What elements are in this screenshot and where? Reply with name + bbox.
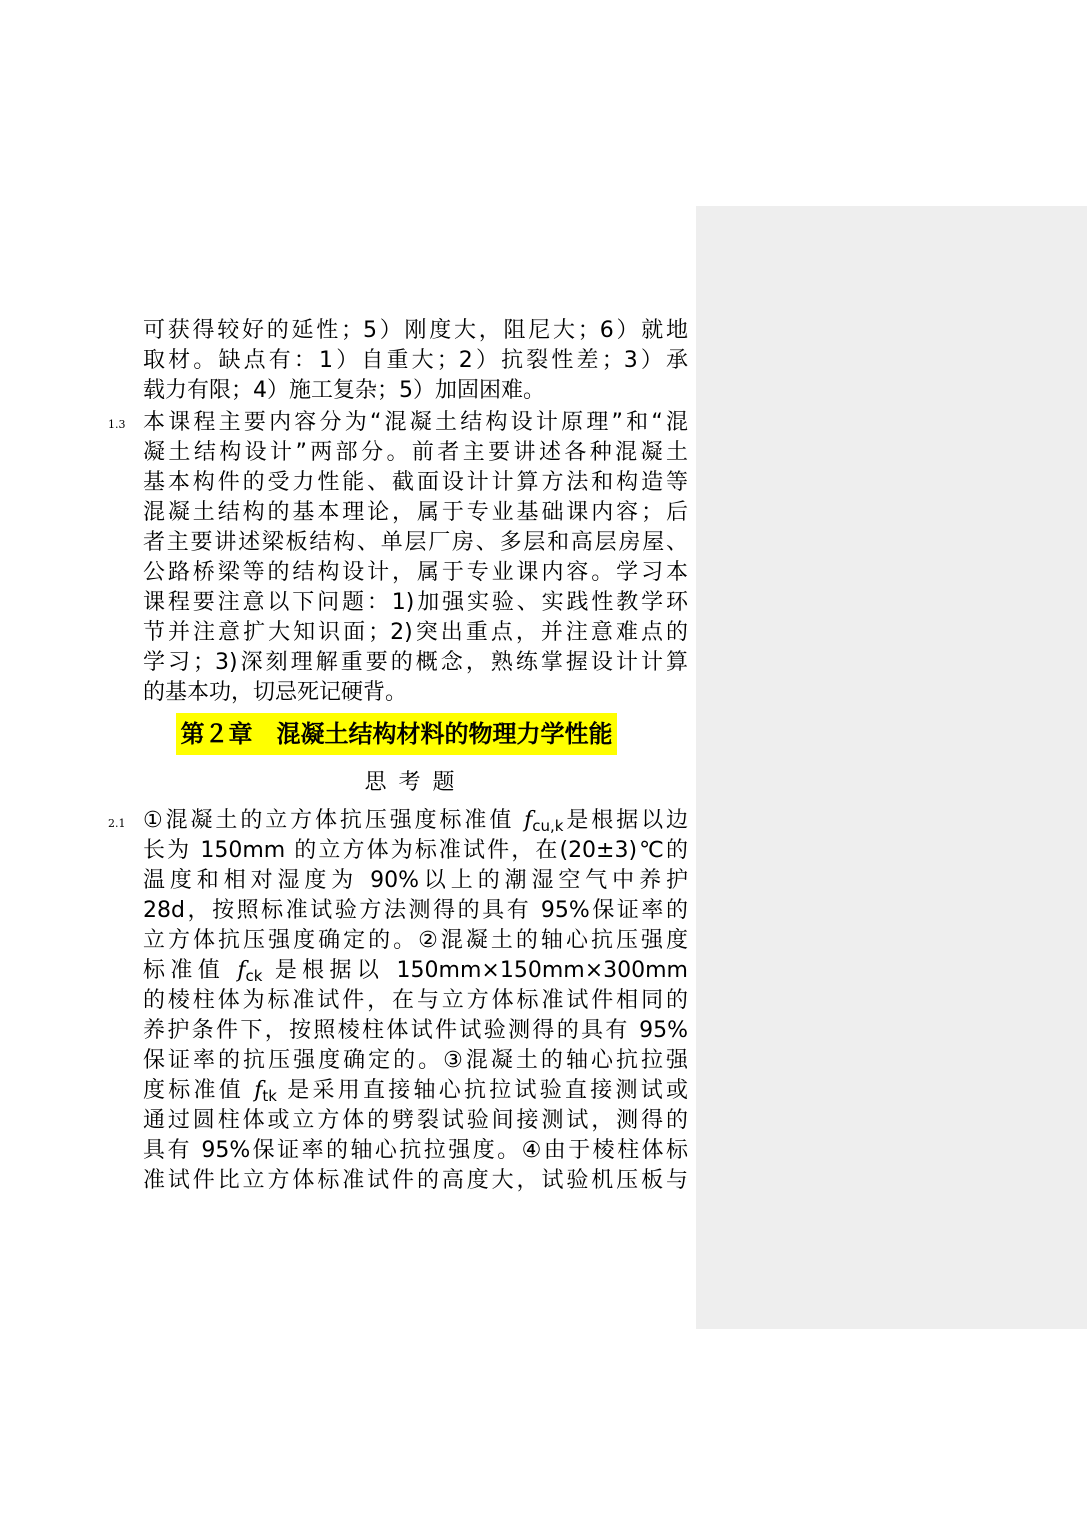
text-line: 取材。缺点有：1）自重大；2）抗裂性差；3）承 bbox=[143, 348, 688, 373]
text-segment: 是根据以 150mm×150mm×300mm bbox=[262, 958, 688, 983]
symbol-main: f bbox=[254, 1078, 263, 1103]
text-line: 混凝土结构的基本理论，属于专业基础课内容；后 bbox=[143, 500, 688, 525]
symbol-fck bbox=[237, 958, 262, 983]
text-segment: 度标准值 bbox=[143, 1078, 255, 1103]
symbol-fcuk bbox=[524, 808, 563, 833]
text-line: 节并注意扩大知识面；2)突出重点，并注意难点的 bbox=[143, 620, 688, 645]
text-line: 本课程主要内容分为“混凝土结构设计原理”和“混 bbox=[143, 410, 688, 435]
symbol-subscript: ck bbox=[245, 967, 263, 985]
symbol-main: f bbox=[237, 958, 246, 983]
text-line: 凝土结构设计”两部分。前者主要讲述各种混凝土 bbox=[143, 440, 688, 465]
text-line: 长为 150mm 的立方体为标准试件，在(20±3)℃的 bbox=[143, 838, 688, 863]
text-line: 课程要注意以下问题：1)加强实验、实践性教学环 bbox=[143, 590, 688, 615]
chapter-heading: 第２章 混凝土结构材料的物理力学性能 bbox=[176, 713, 617, 755]
symbol-main: f bbox=[524, 808, 533, 833]
text-line bbox=[143, 1076, 688, 1106]
text-line: 具有 95%保证率的轴心抗拉强度。④由于棱柱体标 bbox=[143, 1138, 688, 1163]
text-line: 温度和相对湿度为 90%以上的潮湿空气中养护 bbox=[143, 868, 688, 893]
paragraph-number: 2.1 bbox=[108, 817, 126, 830]
text-segment: 是根据以边 bbox=[563, 808, 688, 833]
text-line: 的棱柱体为标准试件，在与立方体标准试件相同的 bbox=[143, 988, 688, 1013]
text-line: 学习；3)深刻理解重要的概念，熟练掌握设计计算 bbox=[143, 650, 688, 675]
comment-margin-pane bbox=[696, 206, 1087, 1329]
text-line: 28d，按照标准试验方法测得的具有 95%保证率的 bbox=[143, 898, 688, 923]
text-line bbox=[143, 806, 688, 836]
text-line: 可获得较好的延性；5）刚度大，阻尼大；6）就地 bbox=[143, 318, 688, 343]
text-line: 养护条件下，按照棱柱体试件试验测得的具有 95% bbox=[143, 1018, 688, 1043]
text-segment: 是采用直接轴心抗拉试验直接测试或 bbox=[276, 1078, 688, 1103]
text-line: 保证率的抗压强度确定的。③混凝土的轴心抗拉强 bbox=[143, 1048, 688, 1073]
text-line: 公路桥梁等的结构设计，属于专业课内容。学习本 bbox=[143, 560, 688, 585]
symbol-subscript: cu,k bbox=[532, 817, 564, 835]
paragraph-number: 1.3 bbox=[108, 418, 126, 431]
text-segment: 标准值 bbox=[143, 958, 238, 983]
section-title: 思考题 bbox=[364, 770, 467, 795]
symbol-ftk bbox=[254, 1078, 277, 1103]
text-line: 通过圆柱体或立方体的劈裂试验间接测试，测得的 bbox=[143, 1108, 688, 1133]
text-segment: ①混凝土的立方体抗压强度标准值 bbox=[143, 808, 525, 833]
text-line: 者主要讲述梁板结构、单层厂房、多层和高层房屋、 bbox=[143, 530, 688, 555]
text-line: 准试件比立方体标准试件的高度大，试验机压板与 bbox=[143, 1168, 688, 1193]
text-line: 载力有限；4）施工复杂；5）加固困难。 bbox=[143, 378, 545, 403]
symbol-subscript: tk bbox=[262, 1087, 277, 1105]
text-line bbox=[143, 956, 688, 986]
text-line: 的基本功，切忌死记硬背。 bbox=[143, 680, 408, 705]
text-line: 基本构件的受力性能、截面设计计算方法和构造等 bbox=[143, 470, 688, 495]
text-line: 立方体抗压强度确定的。②混凝土的轴心抗压强度 bbox=[143, 928, 688, 953]
